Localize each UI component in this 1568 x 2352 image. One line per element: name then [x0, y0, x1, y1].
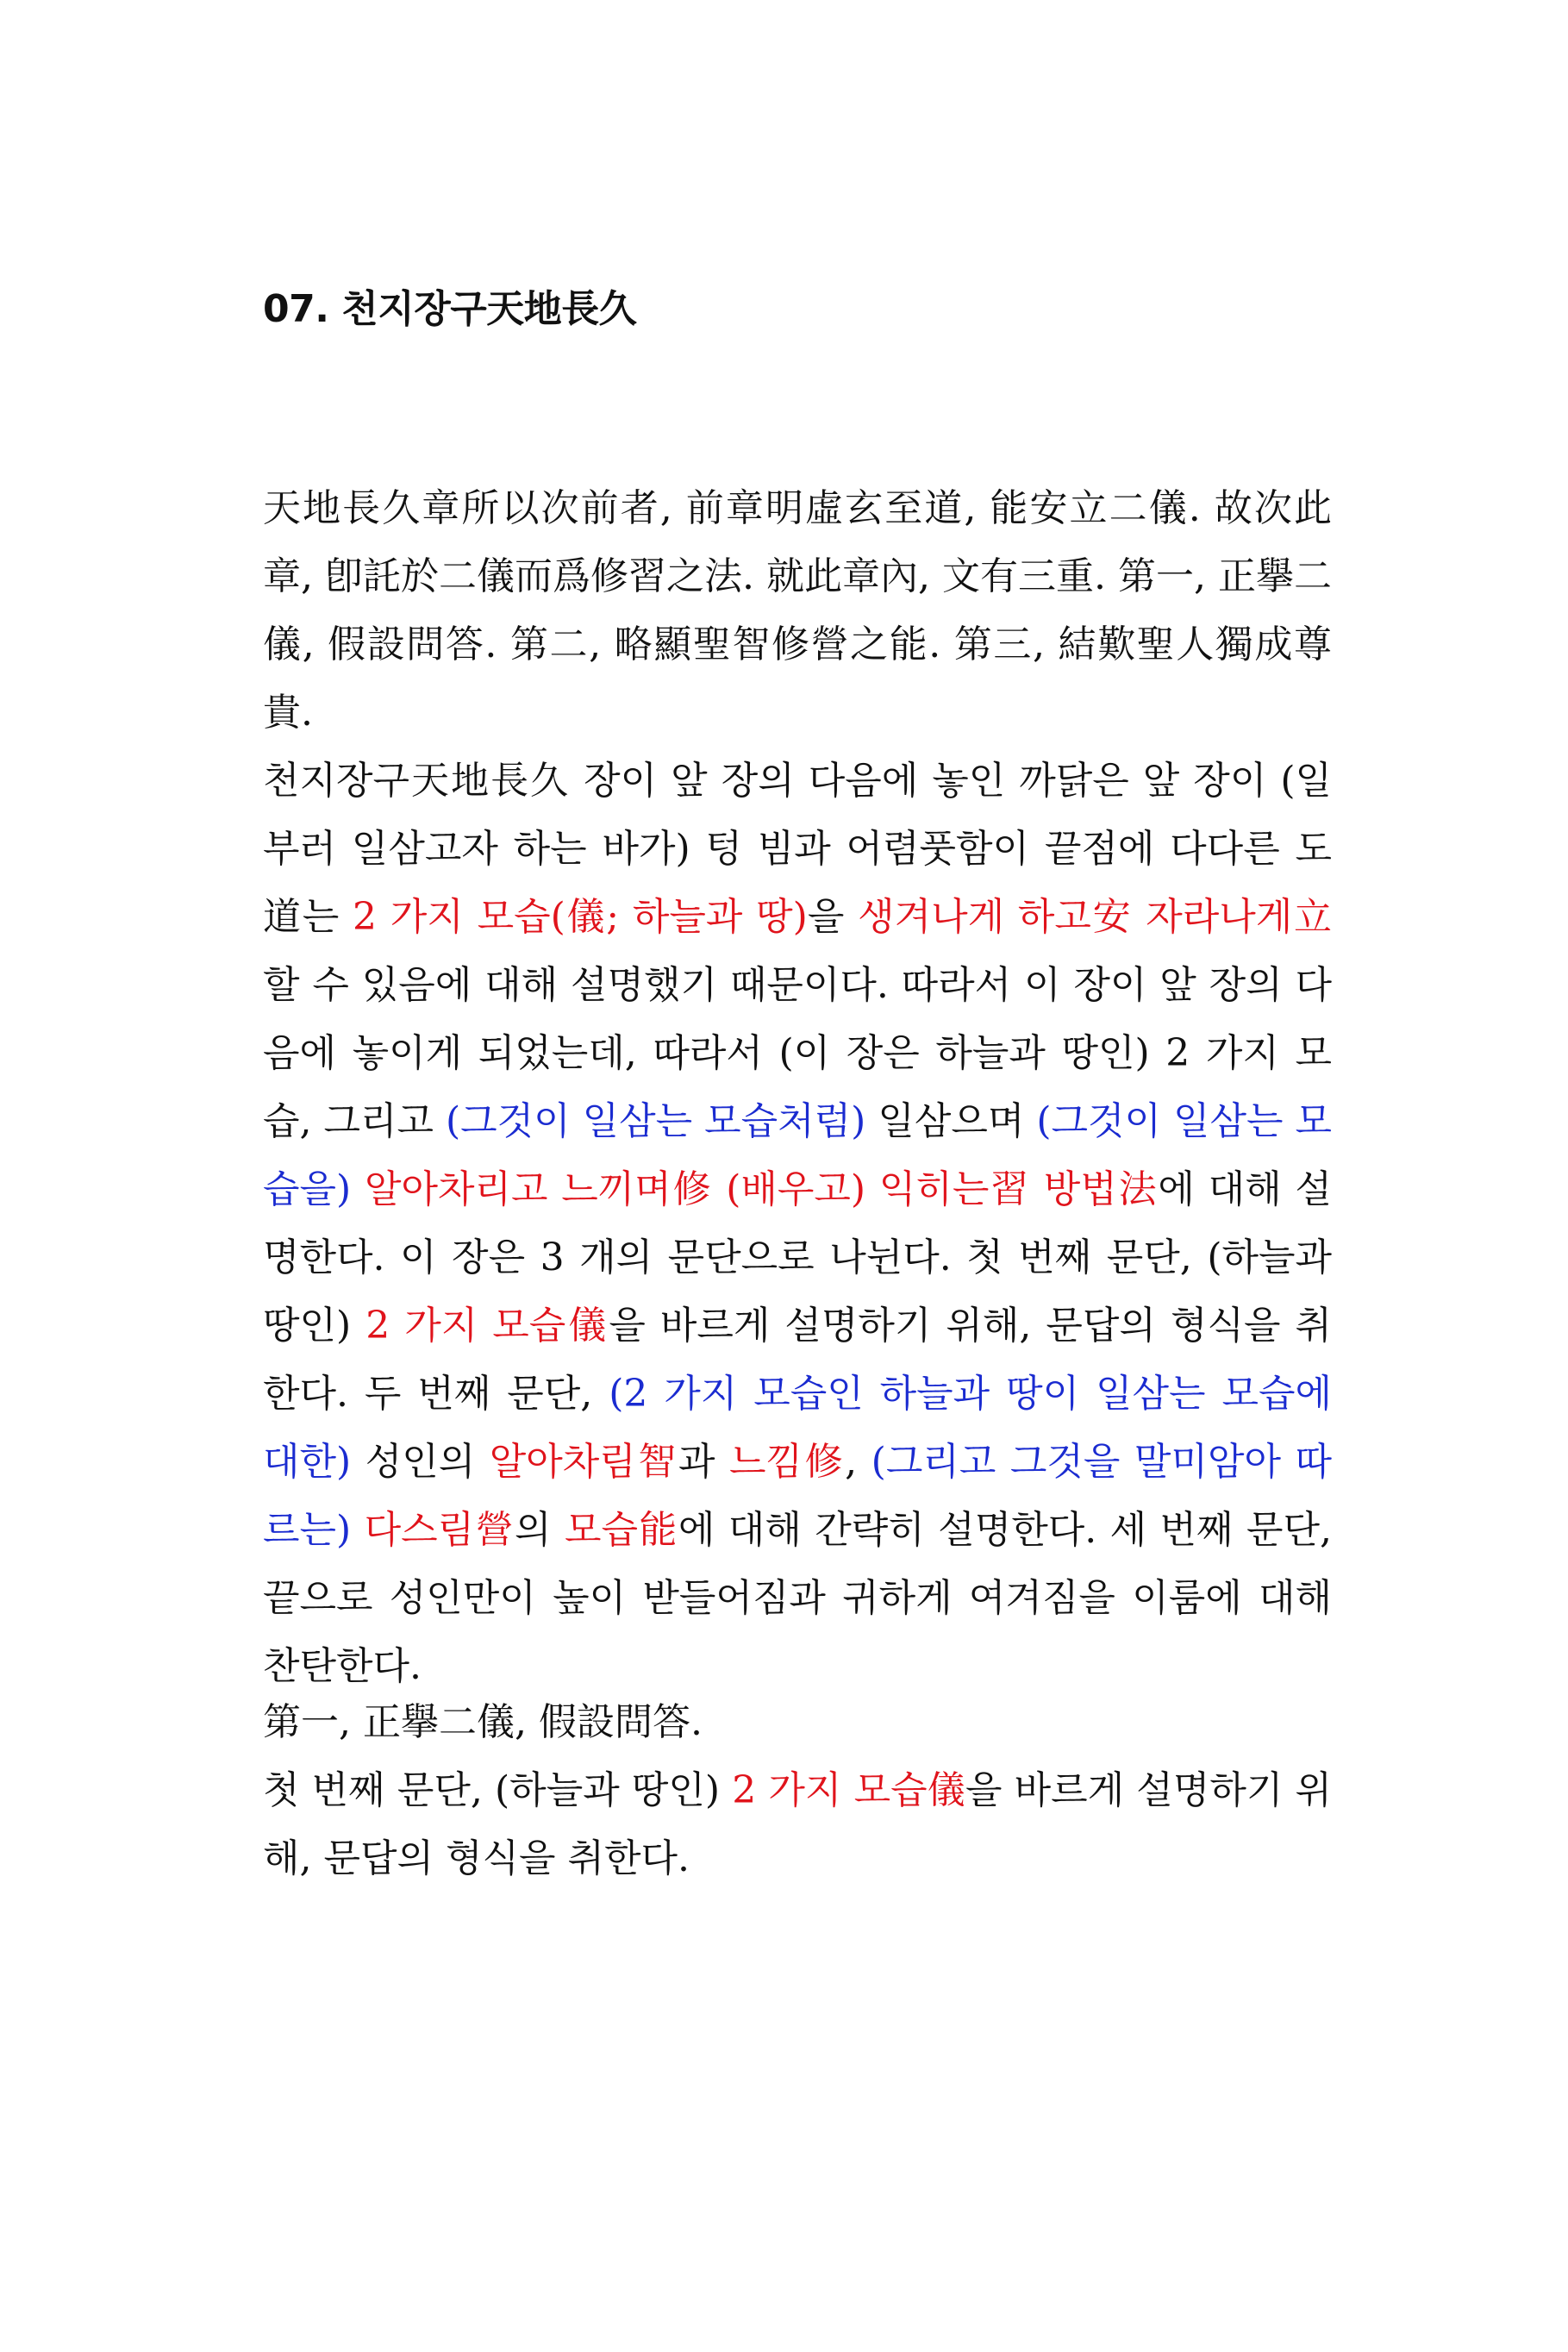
intro-translation-text [263, 747, 1332, 1700]
highlighted-phrase-red: 2 가지 모습(儀; 하늘과 땅) [353, 895, 808, 939]
highlighted-phrase-red: 생겨나게 하고安 자라나게立 [858, 895, 1332, 939]
section-1-classical-text: 第一, 正擧二儀, 假設問答. [263, 1700, 703, 1744]
text-run [351, 1167, 365, 1211]
text-run: 할 수 있음에 대해 설명했기 때문이다. 따라서 이 장이 앞 장의 다음에 놓이게 되었는데, 따라서 (이 장은 하늘과 땅인) 2 가지 모습, 그리고 [263, 963, 1332, 1143]
text-run: 을 바르게 설명하기 위해, 문답의 형식을 취한다. [263, 1768, 1333, 1880]
highlighted-phrase-red: 2 가지 모습儀 [732, 1768, 965, 1812]
text-run: 첫 번째 문단, (하늘과 땅인) [263, 1768, 733, 1812]
text-run: 을 바르게 설명하기 위해, 문답의 형식을 취한다. 두 번째 문단, [263, 1304, 1332, 1416]
text-run: 성인의 [351, 1440, 490, 1484]
section-1 [263, 1688, 1332, 1892]
page-title: 07. 천지장구天地長久 [263, 287, 637, 331]
text-run: 의 [515, 1508, 565, 1552]
highlighted-phrase-red: 느낌修 [729, 1440, 846, 1484]
text-run: 일삼으며 [865, 1099, 1037, 1143]
highlighted-phrase-blue: (그것이 일삼는 모습처럼) [445, 1099, 866, 1143]
text-run [351, 1508, 364, 1552]
highlighted-phrase-blue: (그것이 일삼는 모습을) [263, 1099, 1332, 1211]
highlighted-phrase-blue: (2 가지 모습인 하늘과 땅이 일삼는 모습에 대한) [263, 1372, 1333, 1484]
intro-section [263, 474, 1332, 1700]
text-run: 에 대해 간략히 설명한다. 세 번째 문단, 끝으로 성인만이 높이 받들어짐과 귀하게 여겨짐을 이룸에 대해 찬탄한다. [263, 1508, 1332, 1688]
highlighted-phrase-red: 알아차림智 [489, 1440, 678, 1484]
text-run: 에 대해 설명한다. 이 장은 3 개의 문단으로 나뉜다. 첫 번째 문단, (하늘과 땅인) [263, 1167, 1332, 1348]
text-run: , [845, 1440, 871, 1484]
highlighted-phrase-red: 알아차리고 느끼며修 (배우고) 익히는習 방법法 [364, 1167, 1159, 1211]
text-run: 과 [678, 1440, 729, 1484]
highlighted-phrase-blue: (그리고 그것을 말미암아 따르는) [263, 1440, 1332, 1552]
highlighted-phrase-red: 모습能 [564, 1508, 678, 1552]
text-run: 천지장구天地長久 장이 앞 장의 다음에 놓인 까닭은 앞 장이 (일부러 일삼고자 하는 바가) 텅 빔과 어렴풋함이 끝점에 다다른 도道는 [263, 759, 1332, 939]
intro-classical-text: 天地長久章所以次前者, 前章明虛玄至道, 能安立二儀. 故次此章, 卽託於二儀而爲修習之法. 就此章內, 文有三重. 第一, 正擧二儀, 假設問答. 第二, 略顯聖智修營之能. 第三, 結歎聖人獨成尊貴. [263, 486, 1332, 735]
section-1-translation-text [263, 1756, 1332, 1892]
text-run: 을 [807, 895, 859, 939]
highlighted-phrase-red: 2 가지 모습儀 [365, 1304, 609, 1348]
highlighted-phrase-red: 다스림營 [364, 1508, 515, 1552]
